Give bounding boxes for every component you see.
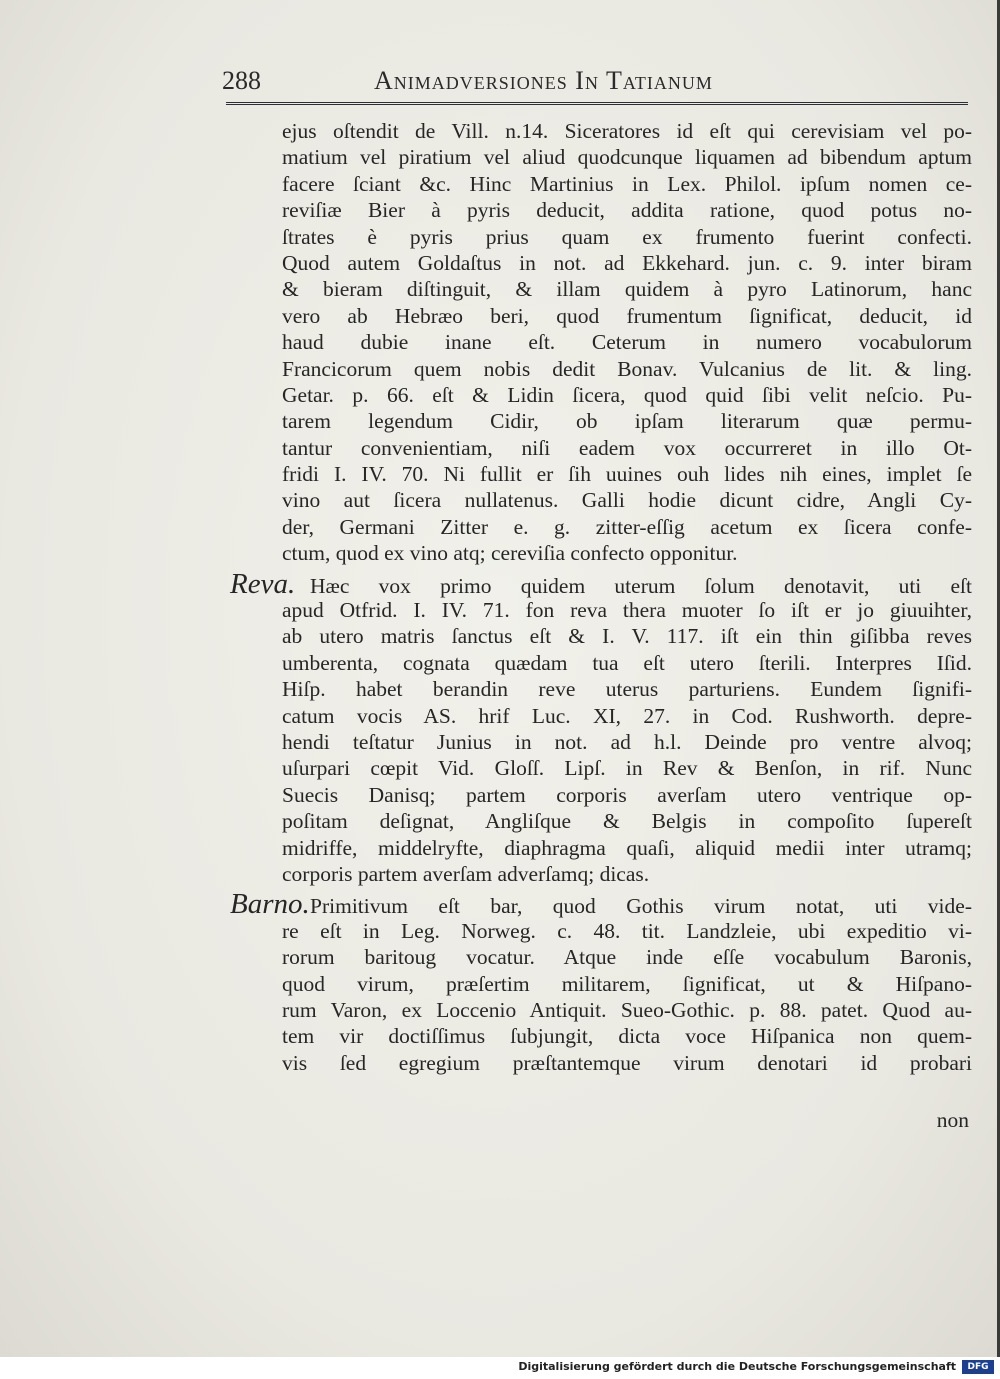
text-line: ctum, quod ex vino atq; cereviſia confecto opponitur.: [282, 541, 738, 566]
text-line: corporis partem averſam adverſamq; dicas.: [282, 861, 650, 886]
header-rule: [226, 102, 968, 109]
funding-credit: Digitalisierung gefördert durch die Deutsche Forschungsgemeinschaft: [518, 1360, 956, 1373]
entry-first-line: [230, 888, 972, 921]
body-text: [232, 118, 972, 1076]
paragraph-sicera: [232, 118, 972, 567]
text-line: facere ſciant &c. Hinc Martinius in Lex. Philol. ipſum nomen ce-: [282, 171, 972, 196]
entry-reva: [230, 567, 972, 888]
text-line: reviſiæ Bier à pyris deducit, addita ratione, quod potus no-: [282, 198, 972, 223]
text-line: fridi I. IV. 70. Ni fullit er ſih uuines ouh lides nih eines, implet ſe: [282, 462, 972, 487]
text-line: hendi teſtatur Junius in not. ad h.l. Deinde pro ventre alvoq;: [282, 729, 972, 754]
text-line: tem vir doctiſſimus ſubjungit, dicta voce Hiſpanica non quem-: [282, 1024, 972, 1049]
text-line: Suecis Danisq; partem corporis averſam utero ventrique op-: [282, 782, 972, 807]
text-line: vero ab Hebræo beri, quod frumentum ſignificat, deducit, id: [282, 303, 972, 328]
dfg-logo-icon: DFG: [962, 1360, 994, 1374]
entry-headword: Barno.: [230, 888, 310, 921]
entry-first-line: [230, 567, 972, 600]
text-line: uſurpari cœpit Vid. Gloſſ. Lipſ. in Rev & Benſon, in rif. Nunc: [282, 756, 972, 781]
text-line: rorum baritoug vocatur. Atque inde eſſe vocabulum Baronis,: [282, 945, 972, 970]
text-line: Francicorum quem nobis dedit Bonav. Vulcanius de lit. & ling.: [282, 356, 972, 381]
text-line: apud Otfrid. I. IV. 71. fon reva thera muoter ſo iſt er jo giuuihter,: [282, 598, 972, 623]
entry-barno: [230, 888, 972, 1076]
text-line: Hiſp. habet berandin reve uterus parturiens. Eundem ſignifi-: [282, 677, 972, 702]
text-line: quod virum, præſertim militarem, ſignificat, ut & Hiſpano-: [282, 971, 972, 996]
text-line: der, Germani Zitter e. g. zitter-eſſig acetum ex ſicera confe-: [282, 514, 972, 539]
text-line: matium vel piratium vel aliud quodcunque liquamen ad bibendum aptum: [282, 145, 972, 170]
footer-bar: [0, 1357, 1000, 1379]
text-line: ſtrates è pyris prius quam ex frumento fuerint confecti.: [282, 224, 972, 249]
entry-headword: Reva.: [230, 567, 296, 600]
text-line: re eſt in Leg. Norweg. c. 48. tit. Landzleie, ubi expeditio vi-: [282, 918, 972, 943]
text-line: catum vocis AS. hrif Luc. XI, 27. in Cod. Rushworth. depre-: [282, 703, 972, 728]
text-line: vis ſed egregium præſtantemque virum denotari id probari: [282, 1050, 972, 1075]
text-line: Getar. p. 66. eſt & Lidin ſicera, quod quid ſibi velit neſcio. Pu-: [282, 382, 972, 407]
text-line: midriffe, middelryfte, diaphragma quaſi, aliquid medii inter utramq;: [282, 835, 972, 860]
text-line: Hæc vox primo quidem uterum ſolum denotavit, uti eſt: [310, 573, 972, 598]
catchword: non: [936, 1108, 969, 1132]
text-line: haud dubie inane eſt. Ceterum in numero vocabulorum: [282, 330, 972, 355]
page-header: [222, 62, 972, 102]
page-number: 288: [222, 66, 261, 95]
text-line: poſitam deſignat, Angliſque & Belgis in compoſito ſupereſt: [282, 809, 972, 834]
text-line: tarem legendum Cidir, ob ipſam literarum quæ permu-: [282, 409, 972, 434]
text-line: vino aut ſicera nullatenus. Galli hodie dicunt cidre, Angli Cy-: [282, 488, 972, 513]
text-line: ejus oſtendit de Vill. n.14. Siceratores id eſt qui cerevisiam vel po-: [282, 119, 972, 143]
text-line: tantur convenientiam, niſi eadem vox occurreret in illo Ot-: [282, 435, 972, 460]
text-line: rum Varon, ex Loccenio Antiquit. Sueo-Gothic. p. 88. patet. Quod au-: [282, 997, 972, 1022]
running-title: Animadversiones In Tatianum: [374, 66, 713, 95]
text-line: Quod autem Goldaſtus in not. ad Ekkehard. jun. c. 9. inter biram: [282, 250, 972, 275]
text-line: ab utero matris ſanctus eſt & I. V. 117. iſt ein thin giſibba reves: [282, 624, 972, 649]
text-line: Primitivum eſt bar, quod Gothis virum notat, uti vide-: [310, 894, 972, 919]
text-line: umberenta, cognata quædam tua eſt utero ſterili. Interpres Iſid.: [282, 650, 972, 675]
text-line: & bieram diſtinguit, & illam quidem à pyro Latinorum, hanc: [282, 277, 972, 302]
